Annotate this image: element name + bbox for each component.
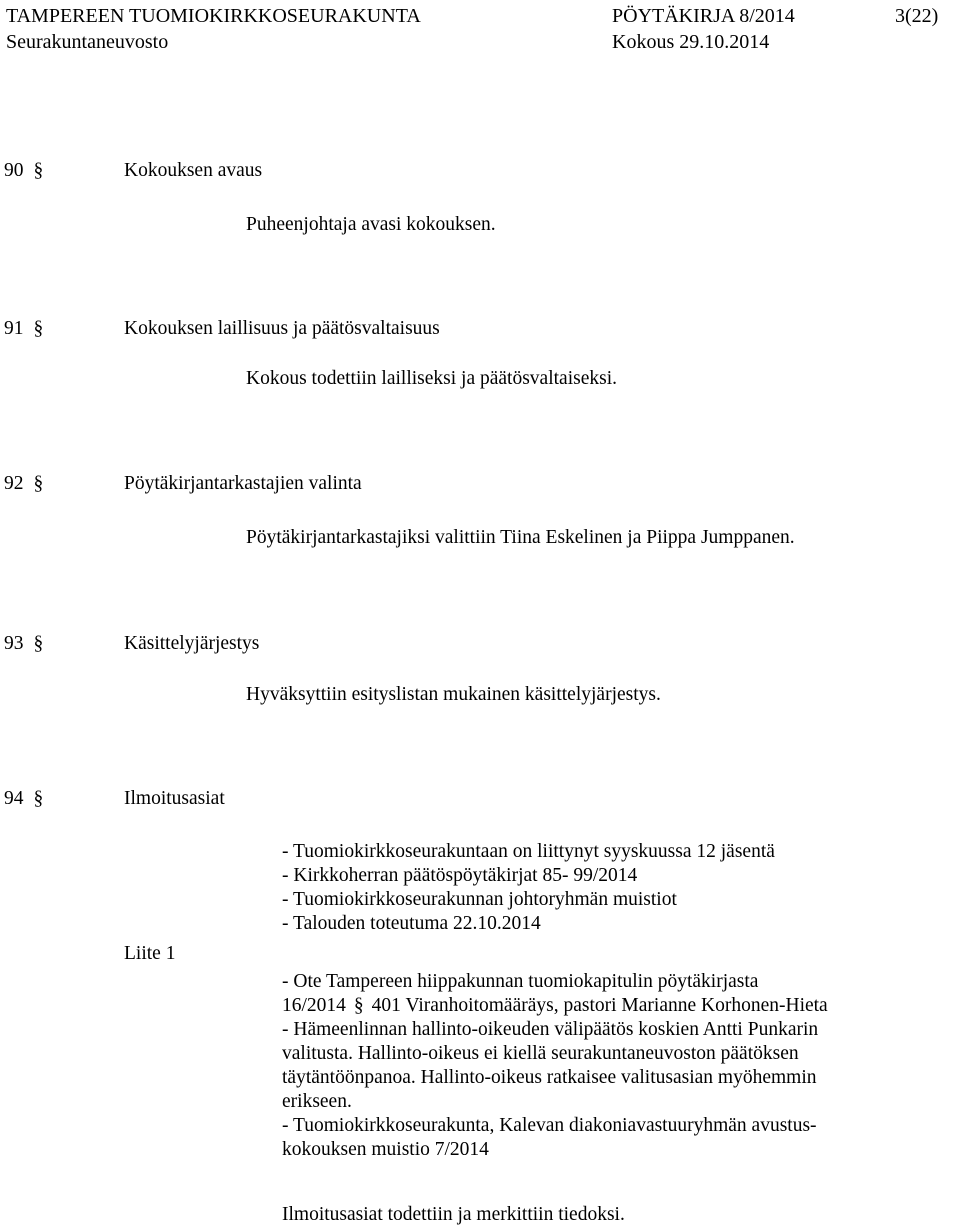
announcement-list-secondary [282,970,828,1162]
section-number: 92 [4,473,24,494]
list-item: - Kirkkoherran päätöspöytäkirjat 85- 99/2014 [282,865,638,886]
section-sign-icon: § [33,633,44,654]
section-title: Ilmoitusasiat [124,788,225,809]
section-title: Käsittelyjärjestys [124,633,260,654]
section-sign-icon: § [33,318,44,339]
header-meeting-date: Kokous 29.10.2014 [612,31,770,53]
section-number: 90 [4,160,24,181]
section-number: 93 [4,633,24,654]
list-item-continued [282,994,828,1018]
section-sign-icon: § [33,160,44,181]
list-item-continued: erikseen. [282,1091,352,1112]
header-page-number: 3(22) [895,5,939,27]
section-heading [4,632,55,656]
section-decision: Pöytäkirjantarkastajiksi valittiin Tiina Eskelinen ja Piippa Jumppanen. [246,527,795,548]
list-item-continued: täytäntöönpanoa. Hallinto-oikeus ratkaisee valitusasian myöhemmin [282,1067,817,1088]
announcement-list [282,840,775,936]
announcement-conclusion: Ilmoitusasiat todettiin ja merkittiin tiedoksi. [282,1204,625,1225]
section-sign-icon: § [33,473,44,494]
section-decision: Kokous todettiin lailliseksi ja päätösvaltaiseksi. [246,368,617,389]
section-decision: Puheenjohtaja avasi kokouksen. [246,214,496,235]
reference-text: 401 Viranhoitomääräys, pastori Marianne Korhonen-Hieta [371,995,828,1016]
attachment-label: Liite 1 [124,943,176,964]
header-document-number: PÖYTÄKIRJA 8/2014 [612,5,795,27]
section-heading [4,472,55,496]
section-decision: Hyväksyttiin esityslistan mukainen käsittelyjärjestys. [246,684,661,705]
header-body-name: Seurakuntaneuvosto [6,31,169,53]
section-number: 91 [4,318,24,339]
section-title: Pöytäkirjantarkastajien valinta [124,473,362,494]
list-item: - Ote Tampereen hiippakunnan tuomiokapitulin pöytäkirjasta [282,971,759,992]
section-sign-icon: § [353,995,364,1016]
list-item: - Tuomiokirkkoseurakuntaan on liittynyt syyskuussa 12 jäsentä [282,841,775,862]
list-item: - Talouden toteutuma 22.10.2014 [282,913,541,934]
list-item-continued: valitusta. Hallinto-oikeus ei kiellä seurakuntaneuvoston päätöksen [282,1043,799,1064]
section-heading [4,317,55,341]
section-sign-icon: § [33,788,44,809]
section-title: Kokouksen avaus [124,160,263,181]
list-item: - Tuomiokirkkoseurakunta, Kalevan diakoniavastuuryhmän avustus- [282,1115,817,1136]
reference-number: 16/2014 [282,995,346,1016]
section-title: Kokouksen laillisuus ja päätösvaltaisuus [124,318,440,339]
list-item-continued: kokouksen muistio 7/2014 [282,1139,489,1160]
header-organization: TAMPEREEN TUOMIOKIRKKOSEURAKUNTA [6,5,421,27]
section-number: 94 [4,788,24,809]
section-heading [4,787,55,811]
section-heading [4,159,55,183]
list-item: - Hämeenlinnan hallinto-oikeuden välipäätös koskien Antti Punkarin [282,1019,819,1040]
list-item: - Tuomiokirkkoseurakunnan johtoryhmän muistiot [282,889,677,910]
